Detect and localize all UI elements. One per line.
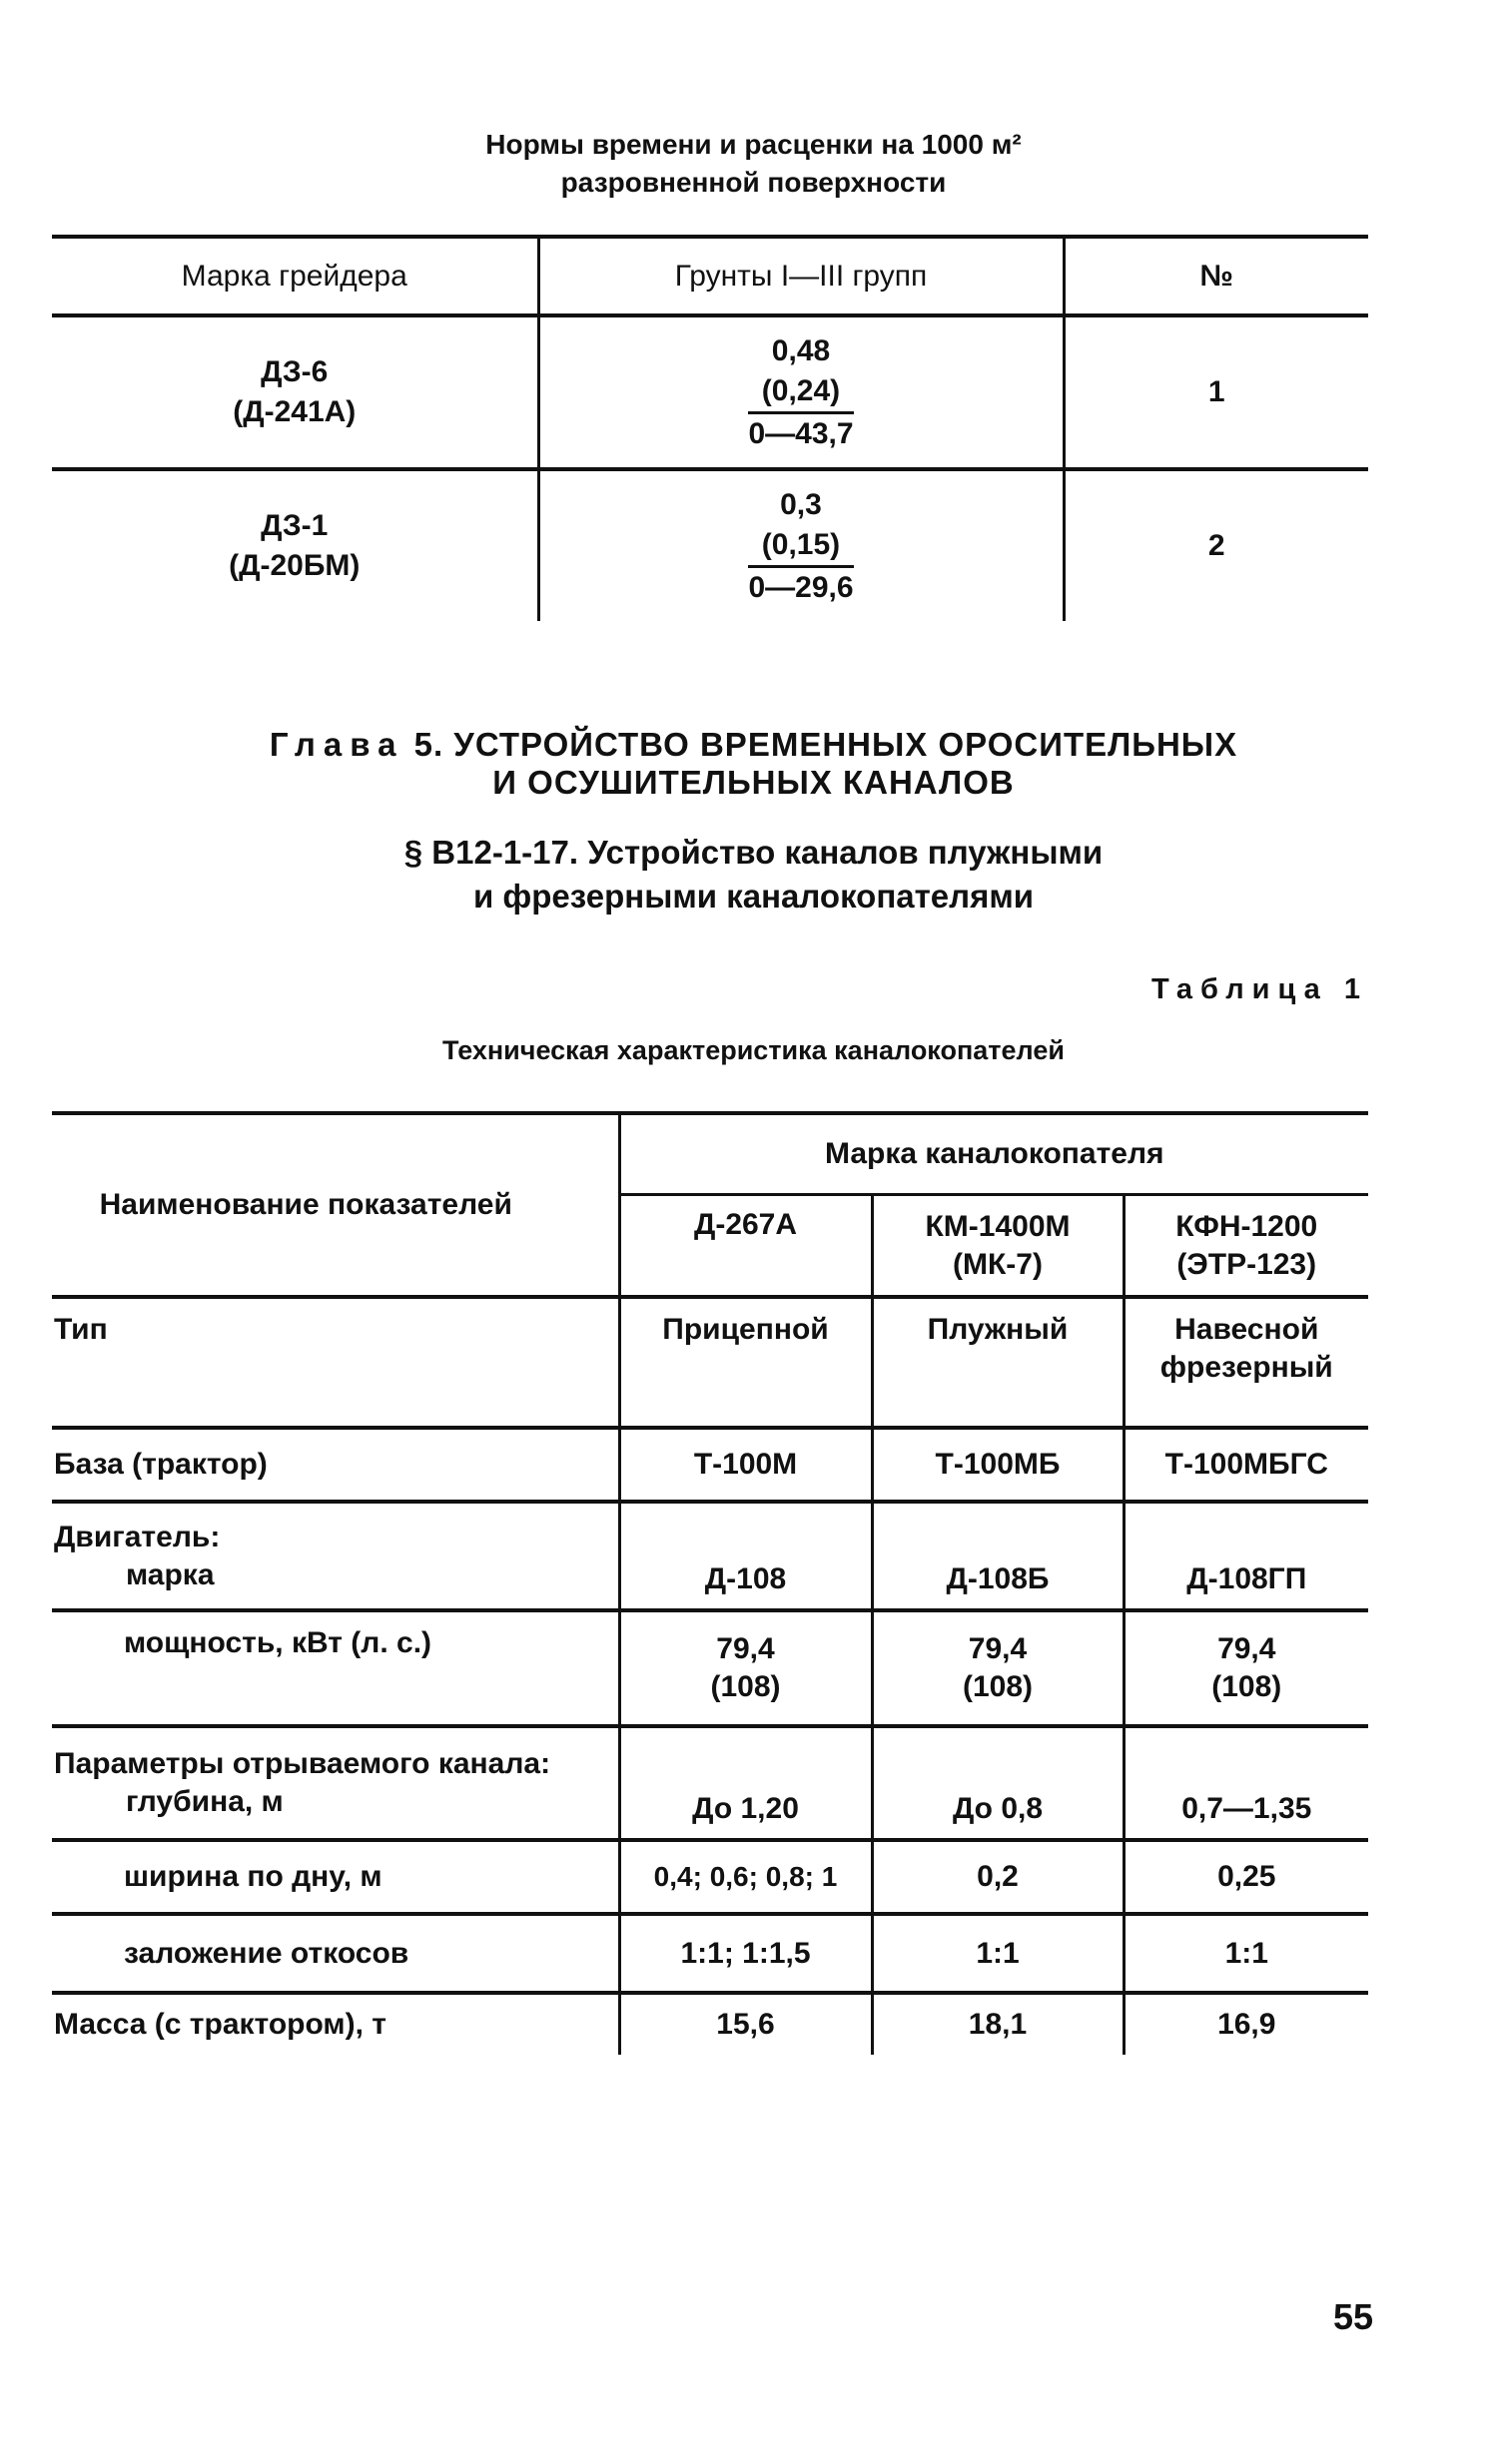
grader-model-alt: (Д-241А) bbox=[233, 395, 357, 428]
header-indicator bbox=[52, 1113, 619, 1297]
row-label-group bbox=[52, 1502, 619, 1610]
section-heading-line1: § В12-1-17. Устройство каналов плужными bbox=[403, 834, 1104, 871]
cell-value: Прицепной bbox=[619, 1297, 872, 1428]
norm-fraction bbox=[748, 331, 853, 454]
grader-model: ДЗ-6 bbox=[261, 355, 329, 388]
header-number: № bbox=[1064, 237, 1368, 315]
header-model bbox=[1124, 1195, 1368, 1297]
cell-value: Плужный bbox=[872, 1297, 1124, 1428]
grader-cell bbox=[52, 315, 538, 469]
price-value: 0—43,7 bbox=[748, 416, 854, 450]
norm-fraction bbox=[748, 485, 853, 608]
chapter-heading-line2: И ОСУШИТЕЛЬНЫХ КАНАЛОВ bbox=[492, 764, 1015, 801]
norm-value: 0,3 bbox=[780, 487, 822, 521]
norms-table bbox=[52, 235, 1368, 621]
norms-caption bbox=[0, 126, 1507, 202]
table-title: Техническая характеристика каналокопателей bbox=[442, 1035, 1065, 1065]
power-hp: (108) bbox=[1211, 1670, 1282, 1703]
chapter-title: 5. УСТРОЙСТВО ВРЕМЕННЫХ ОРОСИТЕЛЬНЫХ bbox=[413, 726, 1238, 763]
row-number: 1 bbox=[1064, 315, 1368, 469]
table-label: Таблица 1 bbox=[1150, 973, 1368, 1005]
grader-cell bbox=[52, 469, 538, 621]
cell-value: Т-100МБГС bbox=[1124, 1428, 1368, 1502]
cell-value: 0,25 bbox=[1124, 1840, 1368, 1914]
section-heading-line2: и фрезерными каналокопателями bbox=[472, 878, 1035, 915]
cell-value: 1:1 bbox=[872, 1914, 1124, 1993]
model-name: Д-267А bbox=[693, 1208, 798, 1242]
cell-value bbox=[872, 1610, 1124, 1726]
cell-value: До 0,8 bbox=[872, 1726, 1124, 1840]
table-row-mass bbox=[52, 1993, 1368, 2055]
header-indicator-text: Наименование показателей bbox=[99, 1188, 512, 1221]
row-label: Масса (с трактором), т bbox=[52, 1993, 619, 2055]
cell-value: Т-100МБ bbox=[872, 1428, 1124, 1502]
power-kw: 79,4 bbox=[1217, 1632, 1276, 1665]
chapter-heading bbox=[0, 726, 1507, 802]
norms-caption-line1: Нормы времени и расценки на 1000 м² bbox=[485, 129, 1022, 160]
row-label: заложение откосов bbox=[124, 1936, 409, 1970]
cell-value: До 1,20 bbox=[619, 1726, 872, 1840]
table-header-row bbox=[52, 1113, 1368, 1195]
cell-value: 16,9 bbox=[1124, 1993, 1368, 2055]
engine-brand-label: марка bbox=[126, 1557, 215, 1591]
header-grader-brand: Марка грейдера bbox=[52, 237, 538, 315]
cell-value: Навесной фрезерный bbox=[1124, 1297, 1368, 1428]
model-name-alt: (ЭТР-123) bbox=[1176, 1247, 1317, 1281]
norm-value: 0,48 bbox=[771, 333, 831, 367]
cell-value: 15,6 bbox=[619, 1993, 872, 2055]
header-model bbox=[872, 1195, 1124, 1297]
norm-cell bbox=[538, 315, 1064, 469]
grader-model-alt: (Д-20БМ) bbox=[229, 549, 361, 582]
price-value: 0—29,6 bbox=[748, 570, 854, 604]
power-hp: (108) bbox=[710, 1670, 781, 1703]
model-name: КМ-1400М bbox=[925, 1209, 1071, 1243]
section-heading bbox=[0, 831, 1507, 919]
norms-header-row bbox=[52, 237, 1368, 315]
cell-value bbox=[1124, 1610, 1368, 1726]
grader-model: ДЗ-1 bbox=[261, 509, 329, 542]
row-label: мощность, кВт (л. с.) bbox=[124, 1626, 432, 1659]
cell-value: Д-108ГП bbox=[1124, 1502, 1368, 1610]
engine-label: Двигатель: bbox=[54, 1520, 221, 1553]
norm-cell bbox=[538, 469, 1064, 621]
depth-label: глубина, м bbox=[126, 1785, 284, 1818]
table-row-engine bbox=[52, 1502, 1368, 1610]
cell-value: Т-100М bbox=[619, 1428, 872, 1502]
chapter-prefix: Глава bbox=[269, 726, 404, 763]
table-row bbox=[52, 315, 1368, 469]
cell-value: 18,1 bbox=[872, 1993, 1124, 2055]
row-label: Тип bbox=[52, 1297, 619, 1428]
chapter-heading-line1 bbox=[0, 726, 1507, 764]
power-kw: 79,4 bbox=[716, 1632, 775, 1665]
cell-value: 0,4; 0,6; 0,8; 1 bbox=[619, 1840, 872, 1914]
page-number: 55 bbox=[1333, 2296, 1374, 2337]
channel-params-label: Параметры отрываемого канала: bbox=[54, 1747, 551, 1780]
ditcher-characteristics-table bbox=[52, 1111, 1368, 2055]
table-row-width bbox=[52, 1840, 1368, 1914]
row-label: ширина по дну, м bbox=[52, 1840, 619, 1914]
cell-value: 1:1 bbox=[1124, 1914, 1368, 1993]
header-soil-groups: Грунты I—III групп bbox=[538, 237, 1064, 315]
table-row bbox=[52, 469, 1368, 621]
model-name-alt: (МК-7) bbox=[953, 1247, 1043, 1281]
table-row-base bbox=[52, 1428, 1368, 1502]
cell-value: 0,7—1,35 bbox=[1124, 1726, 1368, 1840]
table-row-depth bbox=[52, 1726, 1368, 1840]
table-row-power bbox=[52, 1610, 1368, 1726]
power-hp: (108) bbox=[962, 1670, 1034, 1703]
row-label: База (трактор) bbox=[52, 1428, 619, 1502]
norm-value-paren: (0,24) bbox=[748, 371, 853, 414]
row-label-group bbox=[52, 1726, 619, 1840]
cell-value: 1:1; 1:1,5 bbox=[619, 1914, 872, 1993]
row-number: 2 bbox=[1064, 469, 1368, 621]
norm-value-paren: (0,15) bbox=[748, 525, 853, 568]
cell-value bbox=[619, 1610, 872, 1726]
header-model-group: Марка каналокопателя bbox=[619, 1113, 1368, 1195]
power-kw: 79,4 bbox=[968, 1632, 1028, 1665]
table-row-type bbox=[52, 1297, 1368, 1428]
model-name: КФН-1200 bbox=[1175, 1209, 1318, 1243]
cell-value: Д-108 bbox=[619, 1502, 872, 1610]
header-model bbox=[619, 1195, 872, 1297]
table-row-slope bbox=[52, 1914, 1368, 1993]
cell-value: Д-108Б bbox=[872, 1502, 1124, 1610]
cell-value: 0,2 bbox=[872, 1840, 1124, 1914]
norms-caption-line2: разровненной поверхности bbox=[560, 167, 947, 198]
